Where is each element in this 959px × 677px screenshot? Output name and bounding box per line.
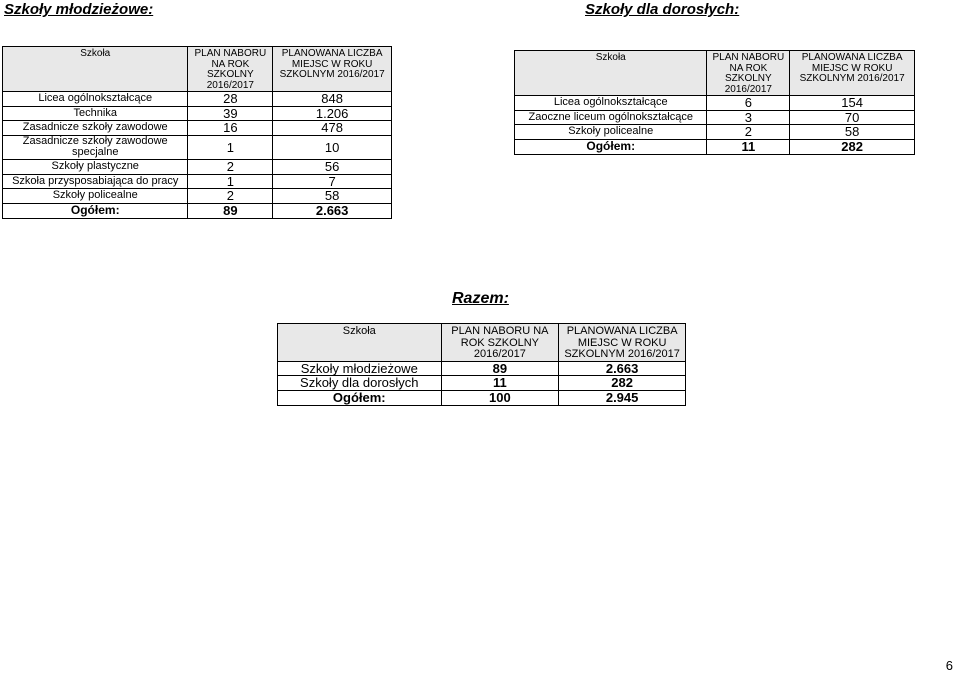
col-header-places: PLANOWANA LICZBA MIEJSC W ROKU SZKOLNYM 2016/2017 bbox=[273, 47, 392, 92]
page-number: 6 bbox=[945, 658, 953, 673]
places-value: 58 bbox=[790, 125, 915, 140]
school-name: Technika bbox=[3, 106, 188, 121]
plan-value: 28 bbox=[188, 92, 273, 107]
youth-schools-table bbox=[2, 46, 392, 219]
school-name: Szkoły plastyczne bbox=[3, 160, 188, 175]
adult-schools-heading: Szkoły dla dorosłych: bbox=[585, 1, 740, 18]
col-header-places: PLANOWANA LICZBA MIEJSC W ROKU SZKOLNYM 2016/2017 bbox=[790, 51, 915, 96]
places-value: 7 bbox=[273, 174, 392, 189]
table-row bbox=[3, 92, 392, 107]
plan-value: 11 bbox=[441, 376, 559, 391]
header-row bbox=[515, 51, 915, 96]
adult-schools-table bbox=[514, 50, 915, 155]
school-name: Szkoły policealne bbox=[515, 125, 707, 140]
plan-value: 2 bbox=[707, 125, 790, 140]
school-name: Szkoła przysposabiająca do pracy bbox=[3, 174, 188, 189]
col-header-places: PLANOWANA LICZBA MIEJSC W ROKU SZKOLNYM 2016/2017 bbox=[559, 324, 686, 362]
table-row bbox=[3, 135, 392, 159]
table-row bbox=[515, 125, 915, 140]
table-row bbox=[3, 174, 392, 189]
col-header-plan: PLAN NABORU NA ROK SZKOLNY 2016/2017 bbox=[707, 51, 790, 96]
total-label: Ogółem: bbox=[278, 390, 442, 405]
school-name: Licea ogólnokształcące bbox=[515, 96, 707, 111]
places-value: 282 bbox=[559, 376, 686, 391]
school-name: Zasadnicze szkoły zawodowe specjalne bbox=[3, 135, 188, 159]
header-row bbox=[3, 47, 392, 92]
col-header-school: Szkoła bbox=[278, 324, 442, 362]
table-row bbox=[3, 189, 392, 204]
total-row bbox=[278, 390, 686, 405]
plan-value: 16 bbox=[188, 121, 273, 136]
school-name: Zaoczne liceum ogólnokształcące bbox=[515, 110, 707, 125]
summary-table bbox=[277, 323, 686, 406]
school-name: Szkoły młodzieżowe bbox=[278, 361, 442, 376]
places-value: 56 bbox=[273, 160, 392, 175]
school-name: Zasadnicze szkoły zawodowe bbox=[3, 121, 188, 136]
total-places: 2.663 bbox=[273, 203, 392, 218]
table-row bbox=[278, 376, 686, 391]
plan-value: 2 bbox=[188, 189, 273, 204]
plan-value: 39 bbox=[188, 106, 273, 121]
plan-value: 3 bbox=[707, 110, 790, 125]
table-row bbox=[3, 106, 392, 121]
plan-value: 6 bbox=[707, 96, 790, 111]
total-places: 282 bbox=[790, 139, 915, 154]
places-value: 58 bbox=[273, 189, 392, 204]
total-plan: 11 bbox=[707, 139, 790, 154]
table-row bbox=[515, 110, 915, 125]
table-row bbox=[3, 160, 392, 175]
school-name: Szkoły dla dorosłych bbox=[278, 376, 442, 391]
total-row bbox=[3, 203, 392, 218]
school-name: Licea ogólnokształcące bbox=[3, 92, 188, 107]
total-label: Ogółem: bbox=[515, 139, 707, 154]
school-name: Szkoły policealne bbox=[3, 189, 188, 204]
places-value: 478 bbox=[273, 121, 392, 136]
places-value: 1.206 bbox=[273, 106, 392, 121]
col-header-school: Szkoła bbox=[515, 51, 707, 96]
places-value: 70 bbox=[790, 110, 915, 125]
total-plan: 100 bbox=[441, 390, 559, 405]
total-places: 2.945 bbox=[559, 390, 686, 405]
col-header-plan: PLAN NABORU NA ROK SZKOLNY 2016/2017 bbox=[441, 324, 559, 362]
plan-value: 1 bbox=[188, 135, 273, 159]
youth-schools-heading: Szkoły młodzieżowe: bbox=[4, 1, 154, 18]
total-row bbox=[515, 139, 915, 154]
places-value: 154 bbox=[790, 96, 915, 111]
total-label: Ogółem: bbox=[3, 203, 188, 218]
plan-value: 89 bbox=[441, 361, 559, 376]
plan-value: 1 bbox=[188, 174, 273, 189]
total-plan: 89 bbox=[188, 203, 273, 218]
table-row bbox=[3, 121, 392, 136]
table-row bbox=[515, 96, 915, 111]
table-row bbox=[278, 361, 686, 376]
places-value: 848 bbox=[273, 92, 392, 107]
places-value: 10 bbox=[273, 135, 392, 159]
total-heading: Razem: bbox=[452, 290, 509, 307]
places-value: 2.663 bbox=[559, 361, 686, 376]
header-row bbox=[278, 324, 686, 362]
col-header-plan: PLAN NABORU NA ROK SZKOLNY 2016/2017 bbox=[188, 47, 273, 92]
plan-value: 2 bbox=[188, 160, 273, 175]
col-header-school: Szkoła bbox=[3, 47, 188, 92]
